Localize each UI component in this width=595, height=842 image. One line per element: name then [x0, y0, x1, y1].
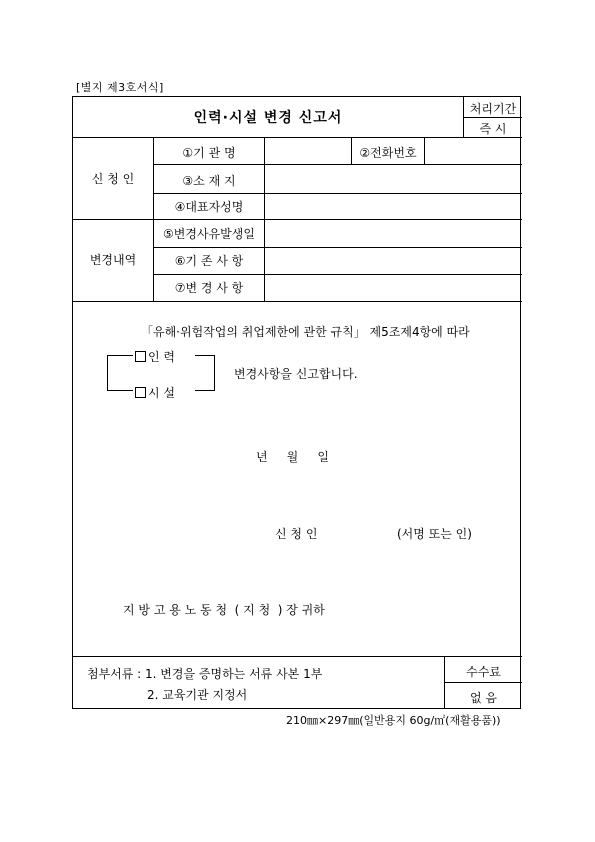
- option-personnel-label: 인 력: [148, 350, 175, 364]
- change-group-label: 변경내역: [89, 253, 137, 267]
- fee-label: 수수료: [466, 665, 501, 679]
- rep-name-field[interactable]: [265, 194, 521, 218]
- org-name-label: ①기 관 명: [182, 146, 236, 160]
- option-facility-label: 시 설: [148, 386, 175, 400]
- recipient-line: 지 방 고 용 노 동 청 ( 지 청 ) 장 귀하: [123, 603, 325, 617]
- reason-date-field[interactable]: [265, 220, 521, 246]
- org-name-field[interactable]: [265, 138, 351, 164]
- checkbox-icon[interactable]: [135, 387, 146, 398]
- divider: [444, 682, 522, 683]
- option-personnel[interactable]: [135, 348, 175, 365]
- processing-value: 즉 시: [479, 122, 507, 136]
- form-number: [별지 제3호서식]: [76, 81, 164, 94]
- form-title: 인력·시설 변경 신고서: [193, 110, 343, 126]
- rep-name-label: ④대표자성명: [174, 200, 244, 214]
- divider: [463, 117, 522, 118]
- changed-field[interactable]: [265, 275, 521, 300]
- attachments-line1: 첨부서류 : 1. 변경을 증명하는 서류 사본 1부: [87, 667, 323, 681]
- reason-date-label: ⑤변경사유발생일: [163, 227, 255, 241]
- divider: [73, 301, 522, 302]
- applicant-sign-label: 신 청 인: [275, 527, 318, 541]
- signature-label: (서명 또는 인): [397, 527, 472, 541]
- divider: [73, 656, 522, 657]
- fee-value: 없 음: [470, 691, 497, 705]
- attachments-line2: 2. 교육기관 지정서: [147, 688, 248, 702]
- paper-spec: 210㎜×297㎜(일반용지 60g/㎡(재활용품)): [286, 714, 501, 727]
- phone-field[interactable]: [425, 138, 521, 164]
- existing-label: ⑥기 존 사 항: [174, 254, 244, 268]
- declaration-text: 변경사항을 신고합니다.: [234, 367, 358, 381]
- address-field[interactable]: [265, 165, 521, 191]
- form-frame: [72, 96, 521, 709]
- applicant-group-label: 신 청 인: [91, 172, 135, 186]
- existing-field[interactable]: [265, 248, 521, 273]
- legal-basis: 「유해·위험작업의 취업제한에 관한 규칙」 제5조제4항에 따라: [141, 325, 470, 339]
- processing-label: 처리기간: [469, 102, 517, 116]
- address-label: ③소 재 지: [182, 174, 236, 188]
- phone-label: ②전화번호: [359, 146, 417, 160]
- date-line: 년 월 일: [256, 450, 329, 464]
- checkbox-icon[interactable]: [135, 351, 146, 362]
- option-facility[interactable]: [135, 384, 175, 401]
- changed-label: ⑦변 경 사 항: [174, 281, 244, 295]
